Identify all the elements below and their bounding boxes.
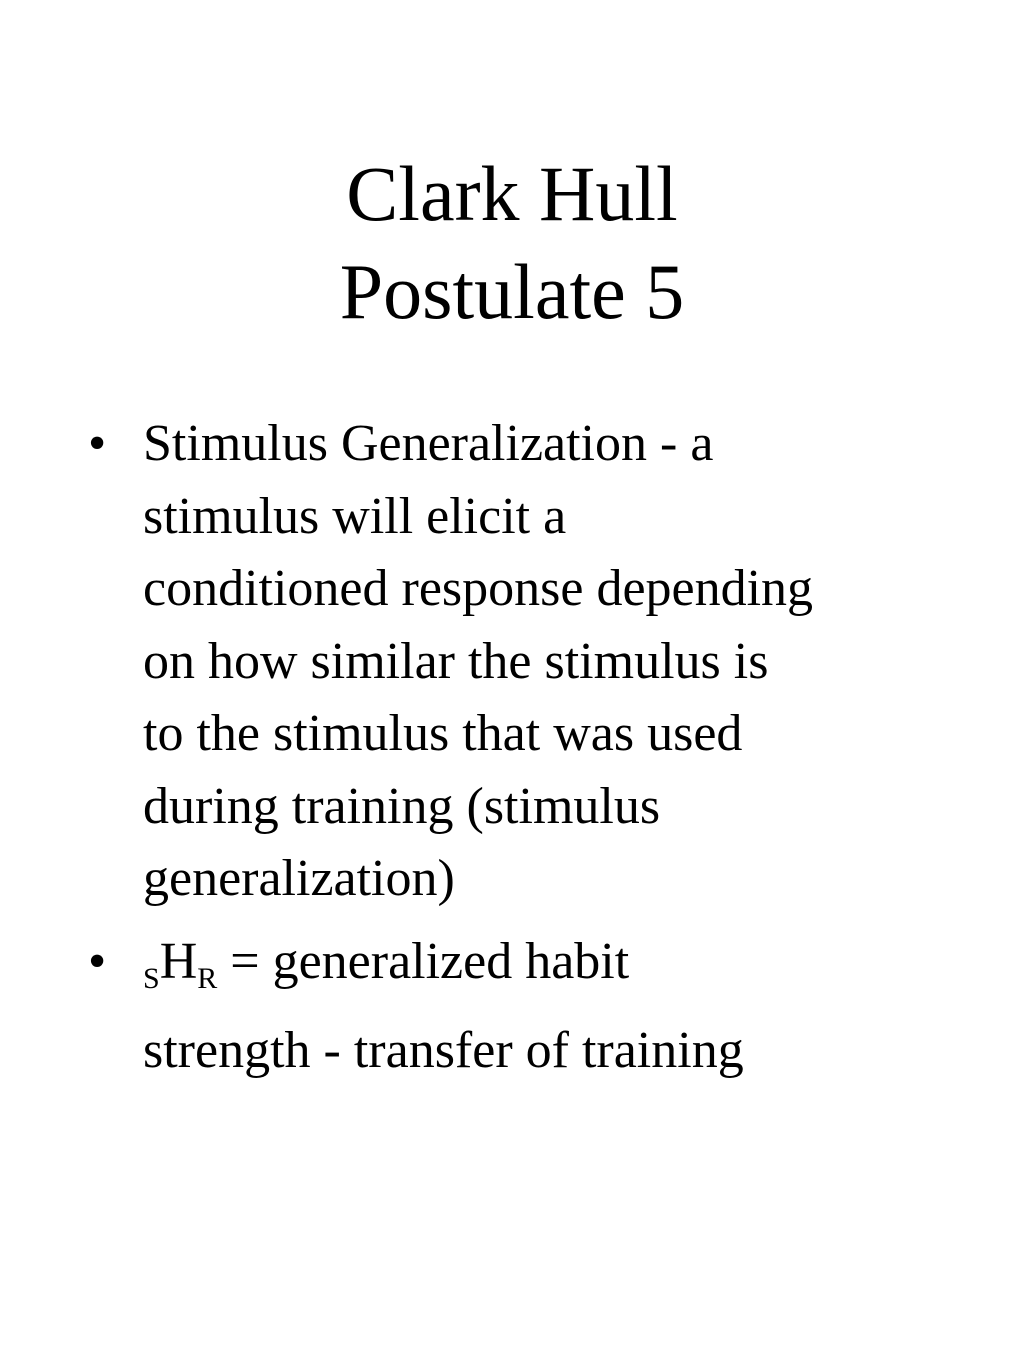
slide-title	[0, 145, 1024, 341]
bullet-text-line: stimulus will elicit a	[143, 487, 567, 545]
bullet-marker: •	[88, 932, 107, 990]
bullet-text-line: conditioned response depending	[143, 560, 814, 617]
bullet-text-line: during training (stimulus	[143, 777, 661, 835]
bullet-text-line: to the stimulus that was used	[143, 705, 743, 762]
bullet-item-habit-strength	[88, 926, 948, 1088]
habit-strength-definition-first: = generalized habit	[217, 932, 630, 990]
habit-strength-line-1	[143, 926, 948, 1016]
bullet-text-line: on how similar the stimulus is	[143, 632, 769, 690]
bullet-text-line: generalization)	[143, 850, 455, 907]
bullet-marker: •	[88, 415, 107, 472]
bullet-item-stimulus-generalization	[88, 408, 948, 916]
symbol-pre-subscript: S	[143, 961, 160, 995]
title-line-1: Clark Hull	[346, 150, 678, 237]
title-line-2: Postulate 5	[339, 248, 685, 335]
bullet-list	[88, 408, 948, 1088]
bullet-text-line: Stimulus Generalization - a	[143, 415, 714, 472]
habit-strength-line-2: strength - transfer of training	[143, 1022, 744, 1079]
symbol-subscript: R	[197, 961, 218, 995]
symbol-base: H	[159, 932, 198, 990]
